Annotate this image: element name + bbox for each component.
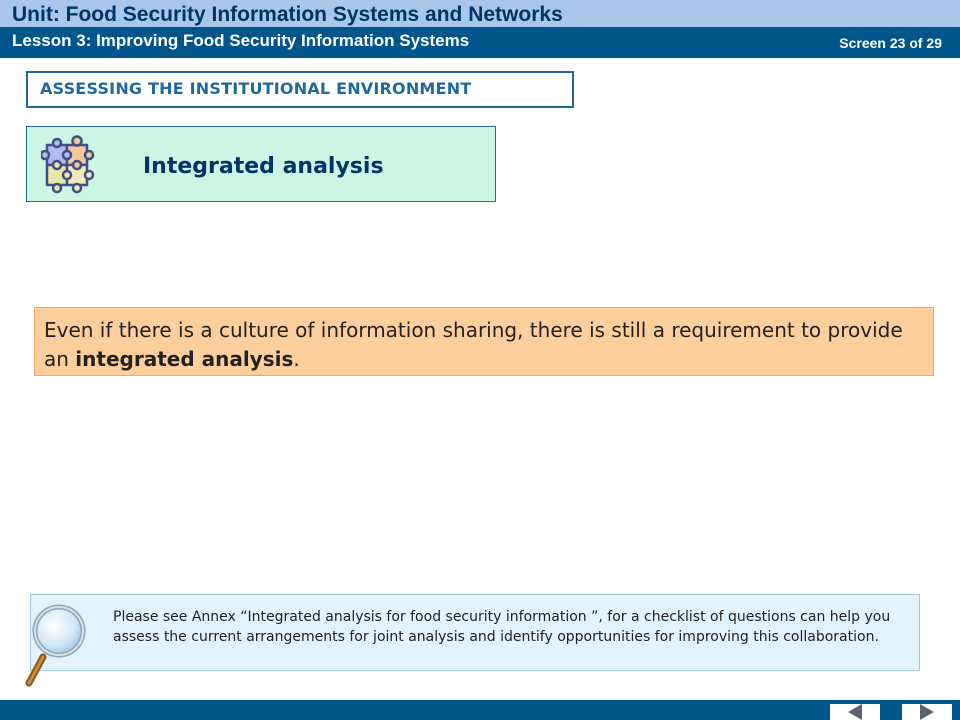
section-heading-box (26, 71, 574, 108)
statement-text-bold: integrated analysis (75, 347, 294, 371)
topic-title: Integrated analysis (143, 154, 384, 179)
statement-text (44, 316, 924, 374)
puzzle-icon (41, 131, 107, 197)
statement-text-end: . (293, 347, 300, 371)
screen-counter: Screen 23 of 29 (839, 35, 942, 51)
next-screen-button[interactable] (902, 704, 952, 720)
note-box (30, 594, 920, 671)
topic-box (26, 126, 496, 202)
footer-bar (0, 700, 960, 720)
arrow-left-icon (830, 704, 880, 720)
statement-callout (34, 307, 934, 376)
magnifier-icon (25, 601, 95, 687)
unit-title: Unit: Food Security Information Systems and Networks (12, 3, 563, 26)
arrow-right-icon (902, 704, 952, 720)
previous-screen-button[interactable] (830, 704, 880, 720)
lesson-title: Lesson 3: Improving Food Security Information Systems (12, 31, 470, 50)
section-heading: ASSESSING THE INSTITUTIONAL ENVIRONMENT (40, 79, 472, 98)
note-text: Please see Annex “Integrated analysis for food security information ”, for a checklist of questions can help you assess the current arrangements for joint analysis and identify opportunities for improving this collaboration. (113, 609, 891, 645)
statement-text-start: Even if there is a culture of information sharing, there is still a requirement to provide an (44, 318, 903, 371)
